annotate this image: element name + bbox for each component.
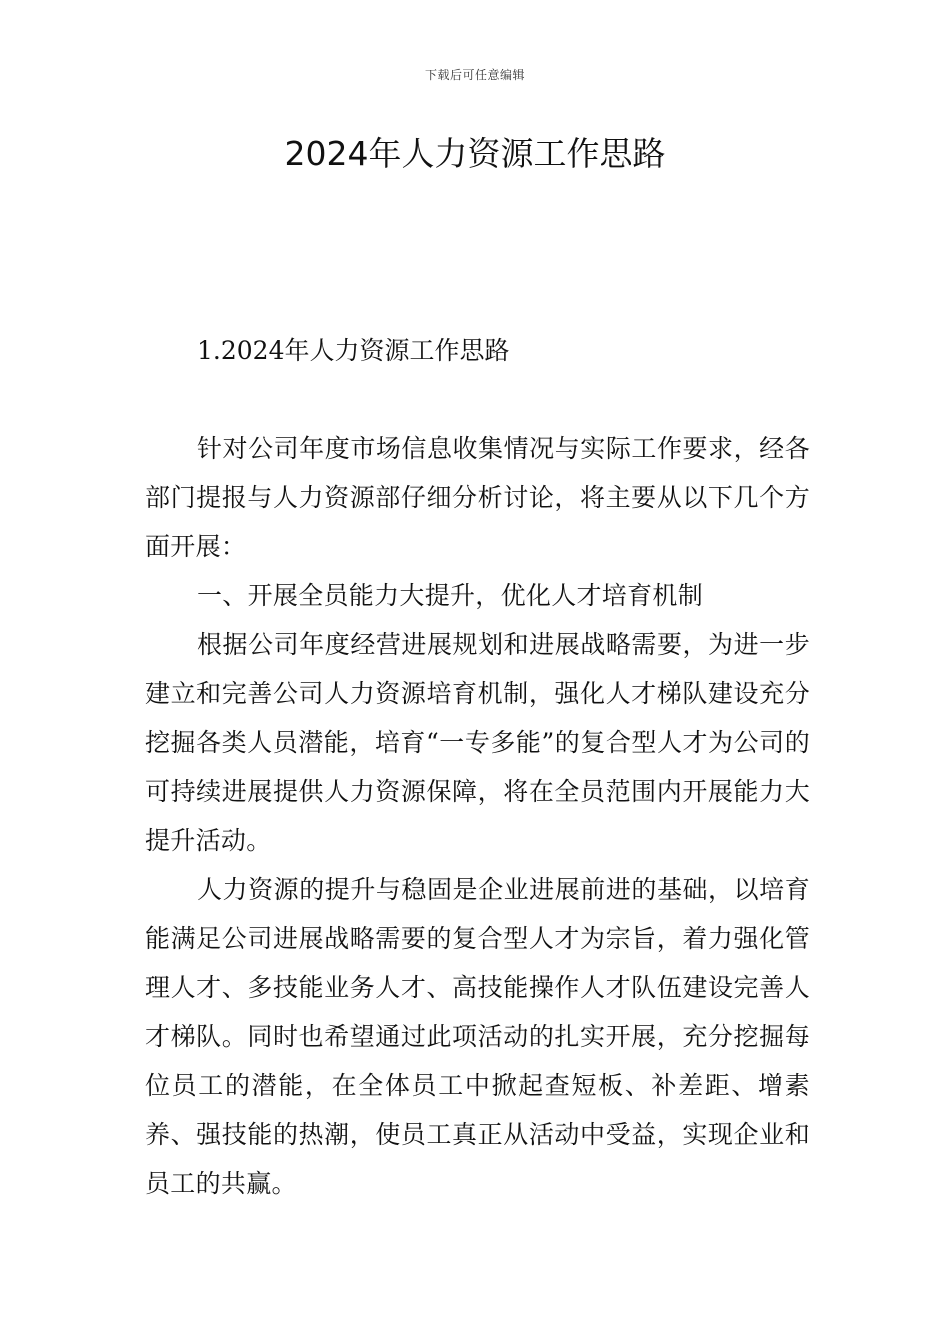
paragraph-intro: 针对公司年度市场信息收集情况与实际工作要求，经各部门提报与人力资源部仔细分析讨论，将主要从以下几个方面开展： [145,434,810,561]
document-body [145,424,810,1208]
paragraph-training-plan: 根据公司年度经营进展规划和进展战略需要，为进一步建立和完善公司人力资源培育机制，强化人才梯队建设充分挖掘各类人员潜能，培育“一专多能”的复合型人才为公司的可持续进展提供人力资源保障，将在全员范围内开展能力大提升活动。 [145,630,810,855]
header-note: 下载后可任意编辑 [424,68,525,82]
section-heading: 1.2024年人力资源工作思路 [197,336,510,365]
paragraph-subheading: 一、开展全员能力大提升，优化人才培育机制 [197,581,704,610]
document-title: 2024年人力资源工作思路 [284,134,666,173]
paragraph-talent-goals: 人力资源的提升与稳固是企业进展前进的基础，以培育能满足公司进展战略需要的复合型人才为宗旨，着力强化管理人才、多技能业务人才、高技能操作人才队伍建设完善人才梯队。同时也希望通过此项活动的扎实开展，充分挖掘每位员工的潜能，在全体员工中掀起查短板、补差距、增素养、强技能的热潮，使员工真正从活动中受益，实现企业和员工的共赢。 [145,875,810,1198]
